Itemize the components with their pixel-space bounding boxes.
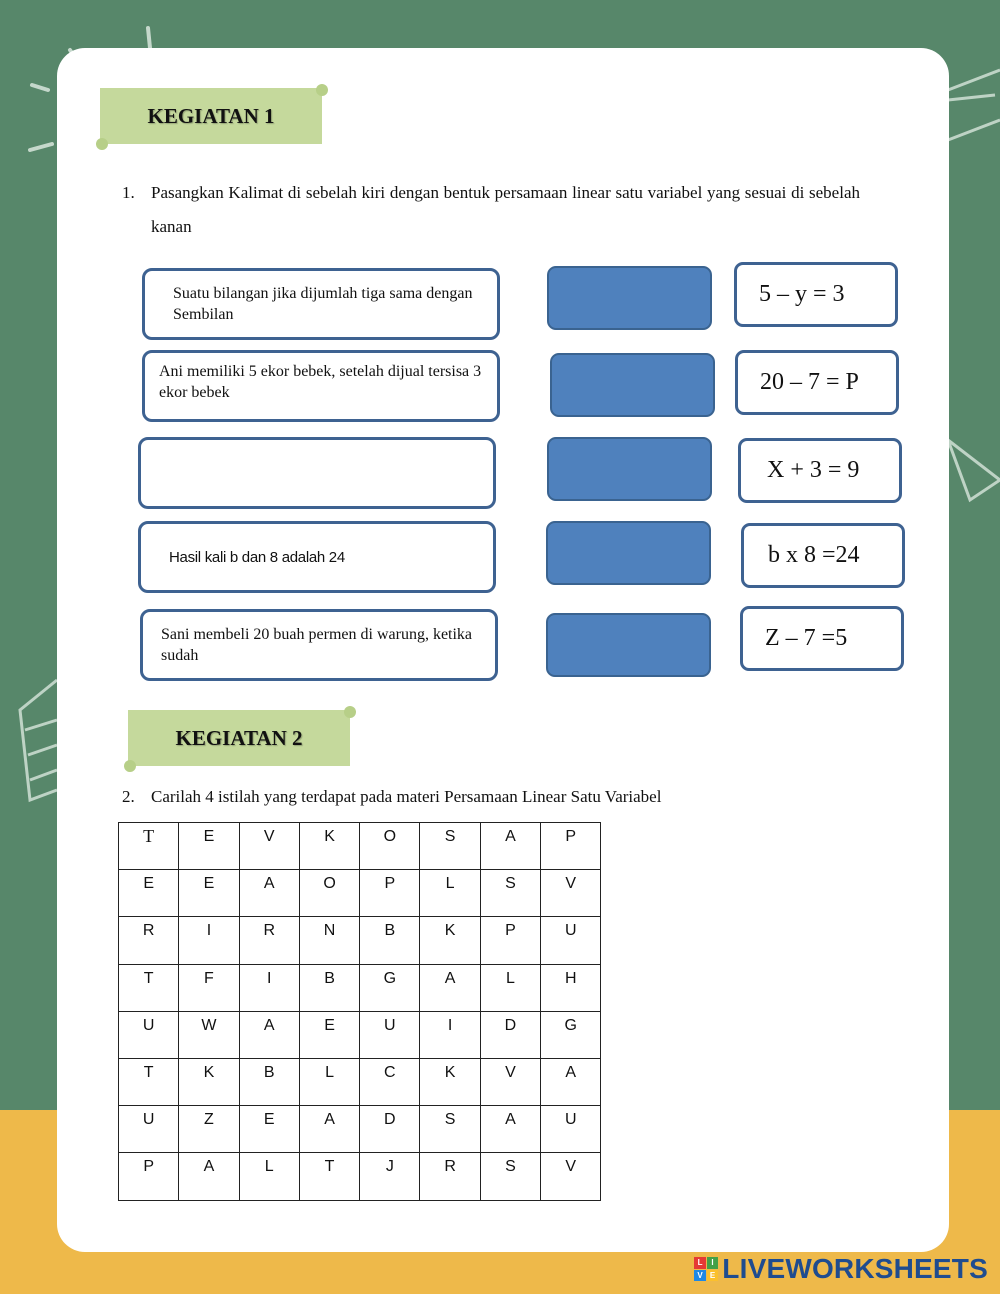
equation-text-4: b x 8 =24: [768, 542, 860, 568]
grid-cell[interactable]: L: [480, 964, 540, 1011]
grid-cell[interactable]: P: [541, 823, 601, 870]
grid-cell[interactable]: A: [239, 1011, 299, 1058]
equation-text-1: 5 – y = 3: [759, 281, 845, 307]
grid-cell[interactable]: T: [119, 1058, 179, 1105]
statement-box-4: [138, 521, 496, 593]
kegiatan-2-title: KEGIATAN 2: [175, 725, 303, 750]
equation-text-3: X + 3 = 9: [767, 457, 860, 483]
grid-cell[interactable]: T: [299, 1153, 359, 1200]
grid-cell[interactable]: U: [119, 1106, 179, 1153]
grid-cell[interactable]: V: [480, 1058, 540, 1105]
grid-cell[interactable]: S: [420, 823, 480, 870]
grid-cell[interactable]: N: [299, 917, 359, 964]
grid-cell[interactable]: A: [480, 823, 540, 870]
kegiatan-2-banner: [128, 710, 350, 766]
statement-box-2: [142, 350, 500, 422]
logo-square: L: [694, 1257, 706, 1269]
question-1: [122, 176, 862, 246]
statement-box-5: [140, 609, 498, 681]
grid-cell[interactable]: P: [119, 1153, 179, 1200]
grid-cell[interactable]: S: [420, 1106, 480, 1153]
word-search-grid: [118, 822, 601, 1201]
equation-box-4: [741, 523, 905, 588]
grid-cell[interactable]: A: [179, 1153, 239, 1200]
grid-cell[interactable]: E: [299, 1011, 359, 1058]
grid-cell[interactable]: J: [360, 1153, 420, 1200]
grid-cell[interactable]: A: [239, 870, 299, 917]
answer-slot-1[interactable]: [547, 266, 712, 330]
grid-cell[interactable]: R: [119, 917, 179, 964]
liveworksheets-logo-icon: [694, 1257, 718, 1281]
brand-name: LIVEWORKSHEETS: [722, 1253, 988, 1284]
grid-cell[interactable]: A: [420, 964, 480, 1011]
grid-cell[interactable]: R: [239, 917, 299, 964]
question-2: [122, 780, 862, 814]
grid-cell[interactable]: S: [480, 870, 540, 917]
grid-cell[interactable]: O: [360, 823, 420, 870]
grid-cell[interactable]: I: [179, 917, 239, 964]
grid-cell[interactable]: U: [541, 917, 601, 964]
grid-cell[interactable]: S: [480, 1153, 540, 1200]
logo-square: E: [707, 1270, 719, 1282]
question-2-number: 2.: [122, 787, 135, 806]
grid-cell[interactable]: R: [420, 1153, 480, 1200]
liveworksheets-brand: [694, 1252, 988, 1286]
equation-text-2: 20 – 7 = P: [760, 369, 859, 395]
grid-cell[interactable]: H: [541, 964, 601, 1011]
grid-cell[interactable]: K: [420, 1058, 480, 1105]
logo-square: I: [707, 1257, 719, 1269]
question-1-text: Pasangkan Kalimat di sebelah kiri dengan bentuk persamaan linear satu variabel yang sesuai di sebelah kanan: [151, 183, 860, 236]
grid-cell[interactable]: U: [541, 1106, 601, 1153]
grid-row: [119, 1153, 601, 1200]
answer-slot-2[interactable]: [550, 353, 715, 417]
question-2-text: Carilah 4 istilah yang terdapat pada materi Persamaan Linear Satu Variabel: [151, 787, 662, 806]
grid-cell[interactable]: V: [239, 823, 299, 870]
grid-cell[interactable]: T: [119, 964, 179, 1011]
grid-row: [119, 917, 601, 964]
grid-cell[interactable]: D: [480, 1011, 540, 1058]
grid-cell[interactable]: B: [360, 917, 420, 964]
grid-cell[interactable]: B: [299, 964, 359, 1011]
answer-slot-3[interactable]: [547, 437, 712, 501]
equation-text-5: Z – 7 =5: [765, 625, 848, 651]
kegiatan-1-banner: [100, 88, 322, 144]
grid-cell[interactable]: E: [179, 870, 239, 917]
logo-square: V: [694, 1270, 706, 1282]
grid-cell[interactable]: A: [299, 1106, 359, 1153]
grid-cell[interactable]: P: [480, 917, 540, 964]
grid-cell[interactable]: B: [239, 1058, 299, 1105]
doodle-notebook-icon: [0, 640, 60, 840]
grid-cell[interactable]: L: [420, 870, 480, 917]
statement-box-3[interactable]: [138, 437, 496, 509]
grid-row: [119, 1011, 601, 1058]
grid-cell[interactable]: I: [420, 1011, 480, 1058]
grid-cell[interactable]: D: [360, 1106, 420, 1153]
statement-text-4: Hasil kali b dan 8 adalah 24: [169, 548, 345, 566]
grid-row: [119, 1106, 601, 1153]
equation-box-2: [735, 350, 899, 415]
grid-cell[interactable]: A: [480, 1106, 540, 1153]
grid-cell[interactable]: E: [179, 823, 239, 870]
grid-cell[interactable]: L: [239, 1153, 299, 1200]
kegiatan-1-title: KEGIATAN 1: [147, 103, 275, 128]
equation-box-5: [740, 606, 904, 671]
grid-cell[interactable]: L: [299, 1058, 359, 1105]
question-1-number: 1.: [122, 183, 135, 202]
grid-cell[interactable]: E: [239, 1106, 299, 1153]
grid-cell[interactable]: F: [179, 964, 239, 1011]
grid-cell[interactable]: E: [119, 870, 179, 917]
grid-cell[interactable]: P: [360, 870, 420, 917]
answer-slot-5[interactable]: [546, 613, 711, 677]
grid-row: [119, 870, 601, 917]
answer-slot-4[interactable]: [546, 521, 711, 585]
statement-text-2: Ani memiliki 5 ekor bebek, setelah dijual tersisa 3 ekor bebek: [159, 363, 482, 401]
statement-box-1: [142, 268, 500, 340]
equation-box-1: [734, 262, 898, 327]
grid-cell[interactable]: G: [541, 1011, 601, 1058]
grid-cell[interactable]: K: [179, 1058, 239, 1105]
grid-cell[interactable]: T: [119, 823, 179, 870]
grid-cell[interactable]: K: [299, 823, 359, 870]
grid-cell[interactable]: I: [239, 964, 299, 1011]
grid-row: [119, 1058, 601, 1105]
grid-cell[interactable]: C: [360, 1058, 420, 1105]
grid-cell[interactable]: V: [541, 870, 601, 917]
grid-cell[interactable]: A: [541, 1058, 601, 1105]
grid-row: [119, 964, 601, 1011]
grid-cell[interactable]: Z: [179, 1106, 239, 1153]
grid-cell[interactable]: U: [119, 1011, 179, 1058]
grid-cell[interactable]: K: [420, 917, 480, 964]
grid-cell[interactable]: V: [541, 1153, 601, 1200]
grid-cell[interactable]: G: [360, 964, 420, 1011]
grid-cell[interactable]: W: [179, 1011, 239, 1058]
grid-row: [119, 823, 601, 870]
equation-box-3: [738, 438, 902, 503]
statement-text-5: Sani membeli 20 buah permen di warung, ketika sudah: [161, 626, 473, 664]
grid-cell[interactable]: O: [299, 870, 359, 917]
grid-cell[interactable]: U: [360, 1011, 420, 1058]
statement-text-1: Suatu bilangan jika dijumlah tiga sama dengan Sembilan: [173, 285, 473, 323]
